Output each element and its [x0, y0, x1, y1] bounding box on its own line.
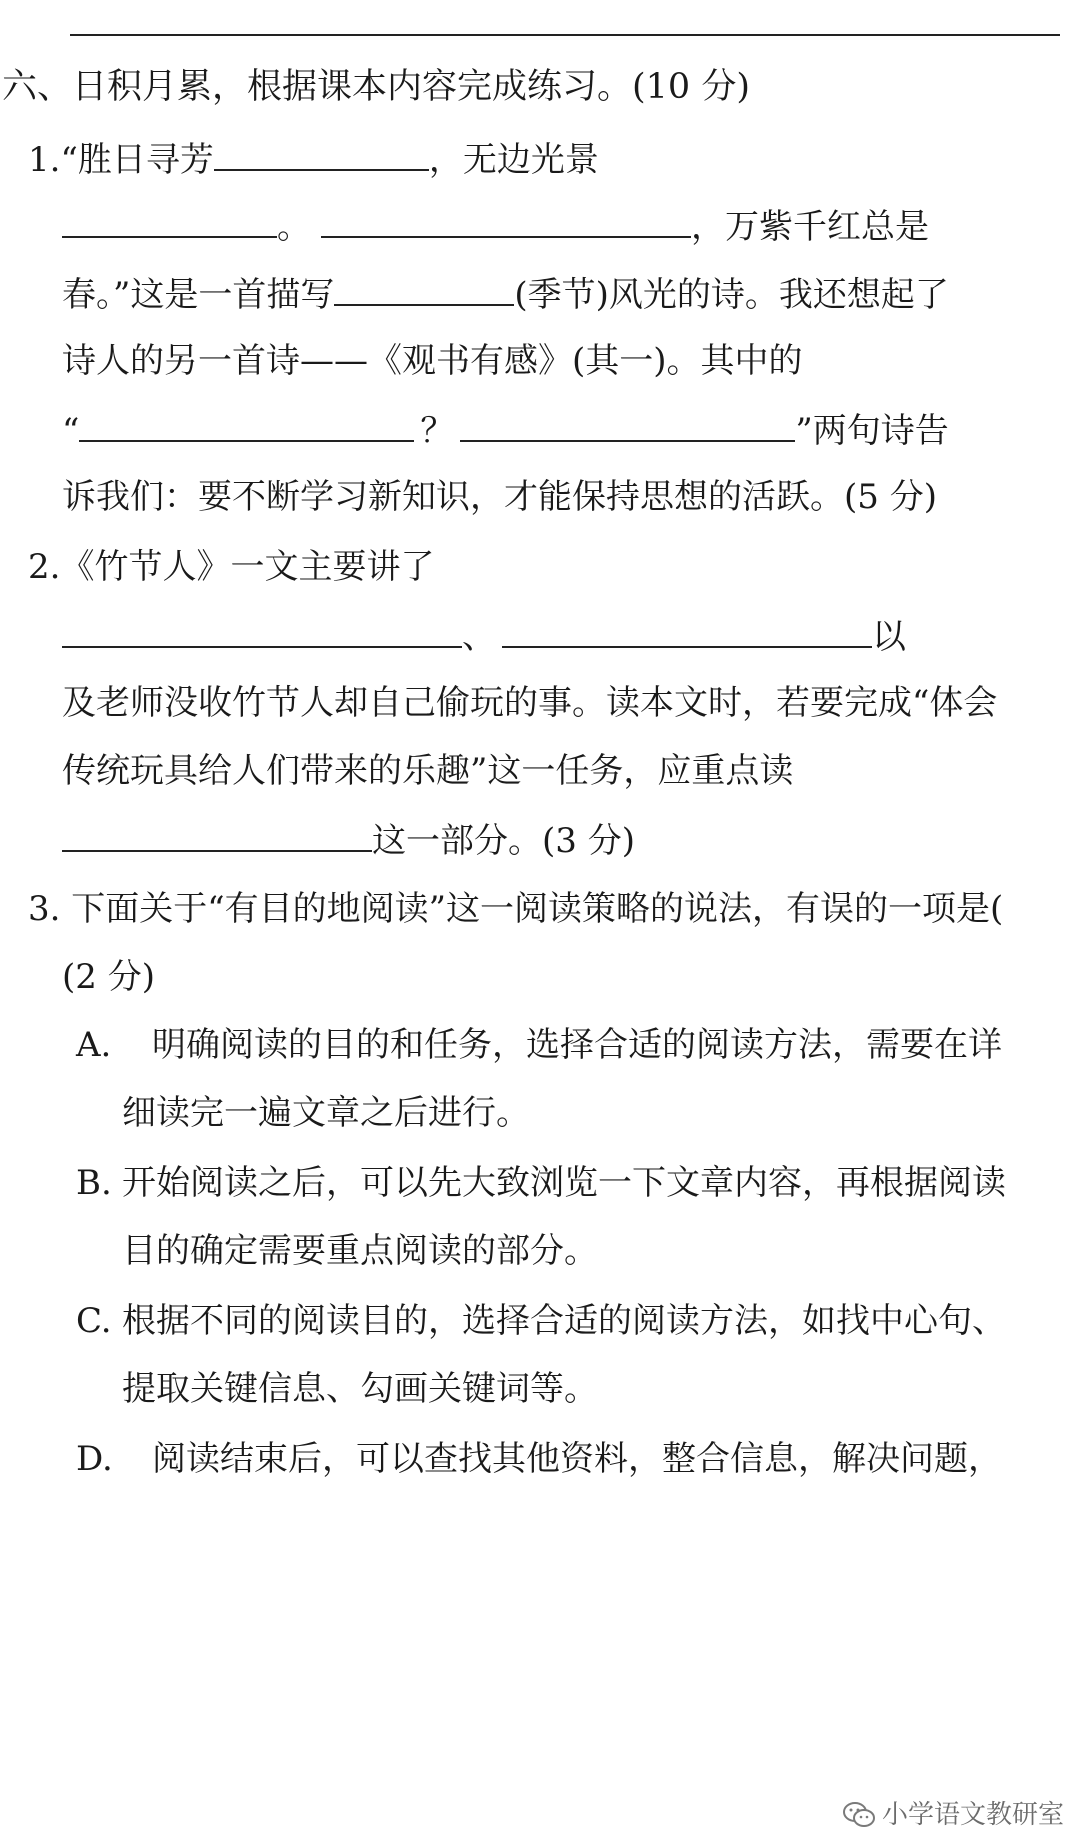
- option-letter: D.: [76, 1439, 113, 1479]
- section-title-text: 六、日积月累，根据课本内容完成练习。(10 分): [2, 67, 750, 107]
- q1-text: 诗人的另一首诗——《观书有感》(其一)。其中的: [62, 341, 803, 381]
- option-b-continued: [122, 1226, 598, 1276]
- q2-text: 传统玩具给人们带来的乐趣”这一任务，应重点读: [62, 751, 794, 791]
- answer-blank[interactable]: [460, 404, 795, 442]
- q3-line-2: [62, 952, 155, 1002]
- q2-line-3: [62, 678, 997, 728]
- q1-line-6: [62, 472, 937, 522]
- q1-line-4: [62, 336, 803, 386]
- q1-text: (季节)风光的诗。我还想起了: [514, 275, 949, 315]
- option-letter: C.: [76, 1301, 112, 1341]
- answer-blank[interactable]: [334, 268, 514, 306]
- q2-text: 及老师没收竹节人却自己偷玩的事。读本文时，若要完成“体会: [62, 683, 998, 723]
- option-c[interactable]: [76, 1296, 1006, 1346]
- q1-text: “: [62, 411, 80, 451]
- q1-text: 。: [277, 207, 311, 247]
- q3-score: (2 分): [62, 957, 155, 997]
- q2-text: 2.《竹节人》一文主要讲了: [28, 547, 435, 587]
- option-a-continued: [122, 1088, 530, 1138]
- option-a[interactable]: [76, 1020, 1002, 1070]
- answer-blank[interactable]: [214, 133, 429, 171]
- section-title: [2, 62, 750, 112]
- q3-text: 3. 下面关于“有目的地阅读”这一阅读策略的说法，有误的一项是(: [28, 889, 1004, 929]
- answer-blank[interactable]: [79, 404, 414, 442]
- q1-line-2: [62, 200, 929, 250]
- wechat-icon: [842, 1798, 876, 1832]
- answer-blank[interactable]: [62, 610, 462, 648]
- q1-text: 诉我们：要不断学习新知识，才能保持思想的活跃。(5 分): [62, 477, 937, 517]
- q2-line-5: [62, 814, 635, 864]
- option-b[interactable]: [76, 1158, 1006, 1208]
- option-text: 根据不同的阅读目的，选择合适的阅读方法，如找中心句、: [122, 1301, 1006, 1341]
- q2-line-4: [62, 746, 793, 796]
- q3-line-1: [28, 884, 1003, 934]
- option-text: 细读完一遍文章之后进行。: [122, 1093, 530, 1133]
- answer-blank[interactable]: [62, 814, 372, 852]
- answer-blank[interactable]: [62, 200, 277, 238]
- q2-text: 以: [872, 617, 906, 657]
- watermark: [842, 1795, 1064, 1835]
- q2-line-1: [28, 542, 434, 592]
- q1-text: ？: [420, 411, 455, 451]
- watermark-text: 小学语文教研室: [881, 1800, 1064, 1830]
- option-letter: A.: [76, 1025, 112, 1065]
- answer-blank[interactable]: [502, 610, 872, 648]
- q1-line-1: [28, 133, 599, 183]
- option-text: 开始阅读之后，可以先大致浏览一下文章内容，再根据阅读: [122, 1163, 1006, 1203]
- top-divider: [70, 34, 1060, 36]
- option-d[interactable]: [76, 1434, 1002, 1484]
- q1-line-3: [62, 268, 949, 318]
- option-text: 提取关键信息、勾画关键词等。: [122, 1369, 598, 1409]
- q1-text: ，万紫千红总是: [691, 207, 929, 247]
- q1-text: ”两句诗告: [795, 411, 949, 451]
- option-c-continued: [122, 1364, 598, 1414]
- q2-line-2: [62, 610, 906, 660]
- q1-text: 1.“胜日寻芳: [28, 140, 214, 180]
- option-text: 明确阅读的目的和任务，选择合适的阅读方法，需要在详: [152, 1025, 1002, 1065]
- option-text: 阅读结束后，可以查找其他资料，整合信息，解决问题，: [152, 1439, 1002, 1479]
- q1-text: 春。”这是一首描写: [62, 275, 335, 315]
- q1-text: ，无边光景: [428, 140, 599, 180]
- q2-text: 这一部分。(3 分): [372, 821, 635, 861]
- q2-text: 、: [462, 617, 496, 657]
- q1-line-5: [62, 404, 949, 454]
- option-text: 目的确定需要重点阅读的部分。: [122, 1231, 598, 1271]
- option-letter: B.: [76, 1163, 112, 1203]
- answer-blank[interactable]: [321, 200, 691, 238]
